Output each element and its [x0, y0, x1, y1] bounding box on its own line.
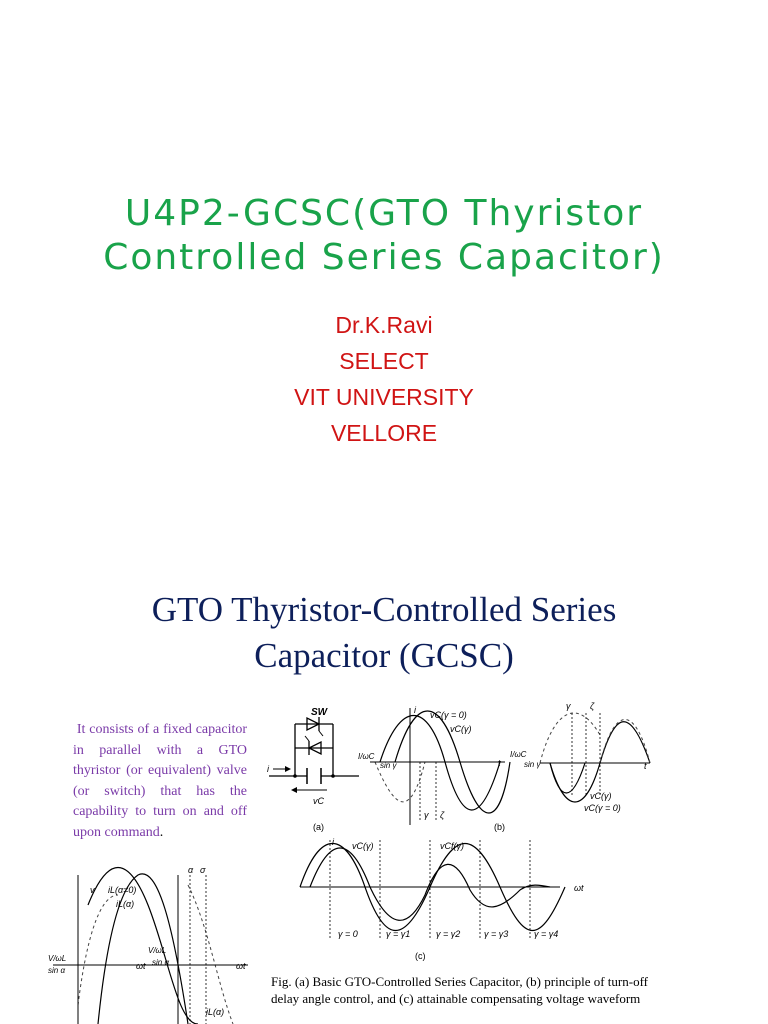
label-b-vc-gamma0: vC(γ = 0): [430, 710, 467, 720]
label-br-i-over-wc: I/ωC: [510, 750, 527, 759]
figure-tcr-partial: [48, 865, 263, 1024]
label-b-t: t: [498, 758, 501, 768]
author-dept: SELECT: [339, 348, 429, 374]
label-panel-c: (c): [415, 951, 426, 961]
label-d-wt-2: ωt: [236, 961, 246, 971]
author-city: VELLORE: [330, 420, 438, 446]
figure-caption: Fig. (a) Basic GTO-Controlled Series Capacitor, (b) principle of turn-off delay angle control, and (c) attainable compensating voltage waveform: [271, 974, 648, 1006]
label-br-gamma: γ: [566, 701, 571, 711]
figure-b-principle: [340, 700, 510, 835]
label-c-gamma-2: γ = γ2: [436, 929, 461, 939]
label-d-wt: ωt: [136, 961, 146, 971]
label-c-gamma-3: γ = γ3: [484, 929, 509, 939]
label-c-vc-gamma: vC(γ): [352, 841, 374, 851]
body-paragraph-text: It consists of a fixed capacitor in parallel with a GTO thyristor (or equivalent) valve (or switch) that has the capability to turn on and off upon command: [73, 722, 248, 840]
label-d-alpha: α: [188, 865, 194, 875]
label-b-vc-gamma: vC(γ): [450, 724, 472, 734]
label-sw: SW: [311, 707, 328, 718]
label-d-il-a-2: iL(α): [206, 1007, 225, 1017]
label-c-vcf-gamma: vCf(γ): [440, 841, 464, 851]
label-b-i-over-wc: I/ωC: [358, 752, 375, 761]
label-c-i: i: [332, 837, 334, 847]
author-university: VIT UNIVERSITY: [294, 384, 474, 410]
slide1-title-line-1: U4P2-GCSC(GTO Thyristor: [124, 193, 644, 234]
label-d-sigma: σ: [200, 865, 206, 875]
label-d-sin-alpha: sin α: [48, 966, 66, 975]
label-d-v: v: [90, 885, 95, 895]
figure-c-waveform: [290, 835, 590, 965]
label-br-zeta: ζ: [590, 701, 595, 711]
slide2-title-line-1: GTO Thyristor-Controlled Series: [151, 590, 617, 629]
label-b-zeta: ζ: [440, 810, 445, 820]
figure-b-right-plot: [510, 695, 660, 825]
label-br-t: t: [644, 761, 647, 771]
label-c-wt: ωt: [574, 883, 584, 893]
label-i: i: [267, 764, 269, 774]
label-d-il-a: iL(α): [116, 899, 135, 909]
label-panel-a: (a): [313, 822, 324, 832]
label-br-vc-gamma0: vC(γ = 0): [584, 803, 621, 813]
label-b-i: i: [414, 705, 416, 715]
label-d-v-over-wl: V/ωL: [48, 954, 67, 963]
label-vc: vC: [313, 796, 324, 806]
label-br-sin-gamma: sin γ: [524, 760, 541, 769]
body-paragraph: [73, 720, 247, 843]
body-paragraph-period: .: [159, 824, 164, 840]
slide2-title-line-2: Capacitor (GCSC): [254, 636, 514, 675]
slide1-title-line-2: Controlled Series Capacitor): [103, 237, 665, 278]
label-d-il-a0: iL(α=0): [108, 885, 137, 895]
label-br-vc-gamma: vC(γ): [590, 791, 612, 801]
label-b-sin-gamma: sin γ: [380, 761, 397, 770]
label-c-gamma-0: γ = 0: [338, 929, 358, 939]
label-c-gamma-1: γ = γ1: [386, 929, 411, 939]
label-d-sin-alpha-2: sin α: [152, 958, 170, 967]
label-d-v-over-wl-2: V/ωL: [148, 946, 167, 955]
label-panel-b: (b): [494, 822, 505, 832]
label-b-gamma: γ: [424, 810, 429, 820]
label-c-gamma-4: γ = γ4: [534, 929, 559, 939]
author-name: Dr.K.Ravi: [335, 312, 433, 338]
